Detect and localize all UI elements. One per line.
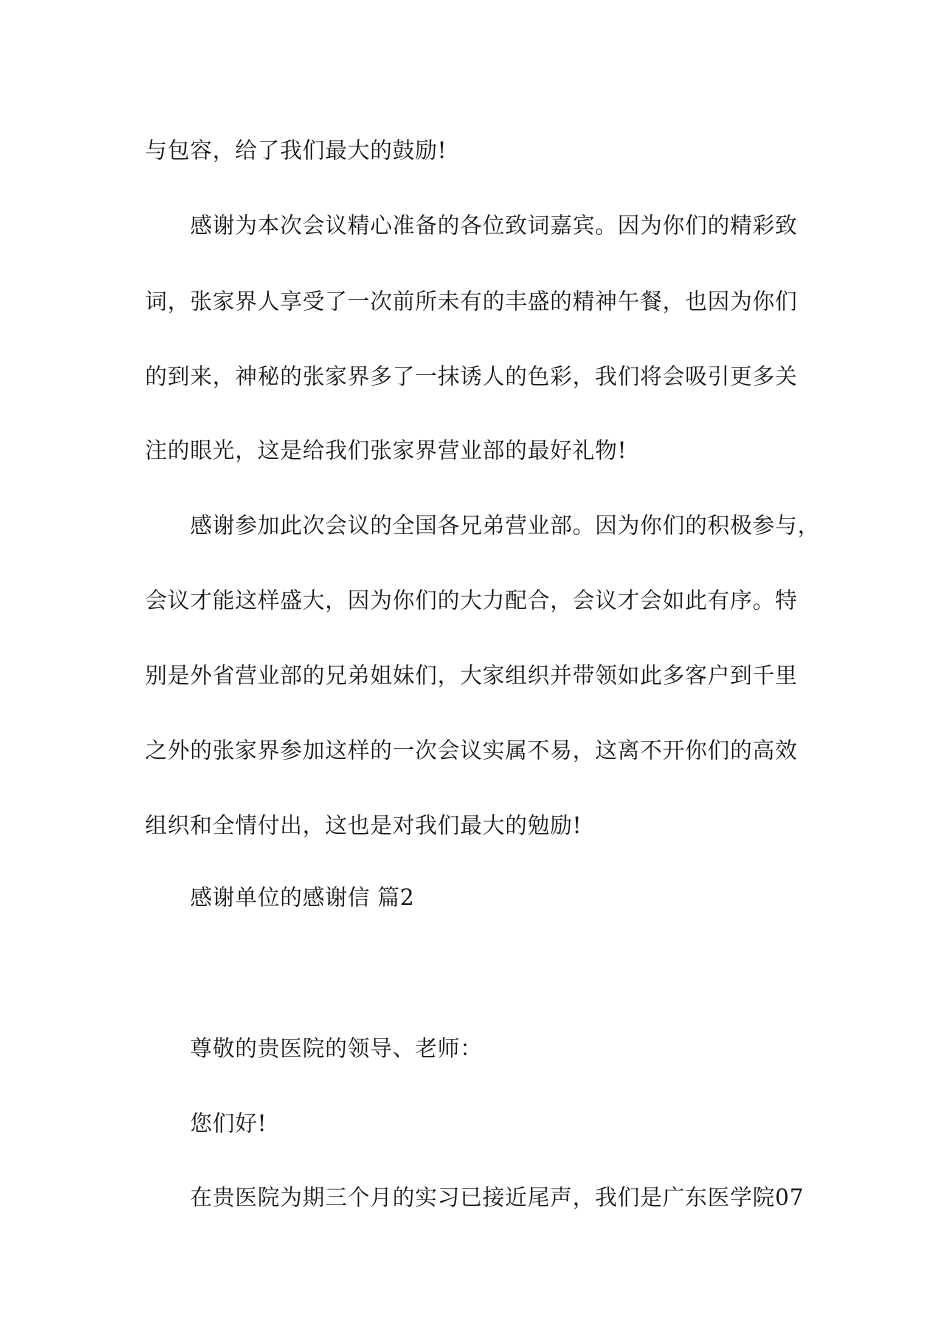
paragraph-line: 之外的张家界参加这样的一次会议实属不易，这离不开你们的高效 (145, 739, 798, 764)
paragraph-line: 感谢参加此次会议的全国各兄弟营业部。因为你们的积极参与， (190, 514, 821, 539)
section-heading: 感谢单位的感谢信 篇2 (190, 886, 415, 911)
paragraph-line: 会议才能这样盛大，因为你们的大力配合，会议才会如此有序。特 (145, 589, 798, 614)
paragraph-line: 的到来，神秘的张家界多了一抹诱人的色彩，我们将会吸引更多关 (145, 365, 798, 390)
greeting-line: 您们好! (190, 1112, 267, 1137)
paragraph-line: 在贵医院为期三个月的实习已接近尾声，我们是广东医学院07 (190, 1186, 804, 1211)
salutation-line: 尊敬的贵医院的领导、老师： (190, 1037, 483, 1062)
paragraph-line: 与包容，给了我们最大的鼓励! (145, 139, 447, 164)
paragraph-line: 别是外省营业部的兄弟姐妹们，大家组织并带领如此多客户到千里 (145, 664, 798, 689)
paragraph-line: 感谢为本次会议精心准备的各位致词嘉宾。因为你们的精彩致 (190, 214, 798, 239)
paragraph-line: 组织和全情付出，这也是对我们最大的勉励! (145, 814, 582, 839)
paragraph-line: 注的眼光，这是给我们张家界营业部的最好礼物! (145, 439, 627, 464)
paragraph-line: 词，张家界人享受了一次前所未有的丰盛的精神午餐，也因为你们 (145, 290, 798, 315)
